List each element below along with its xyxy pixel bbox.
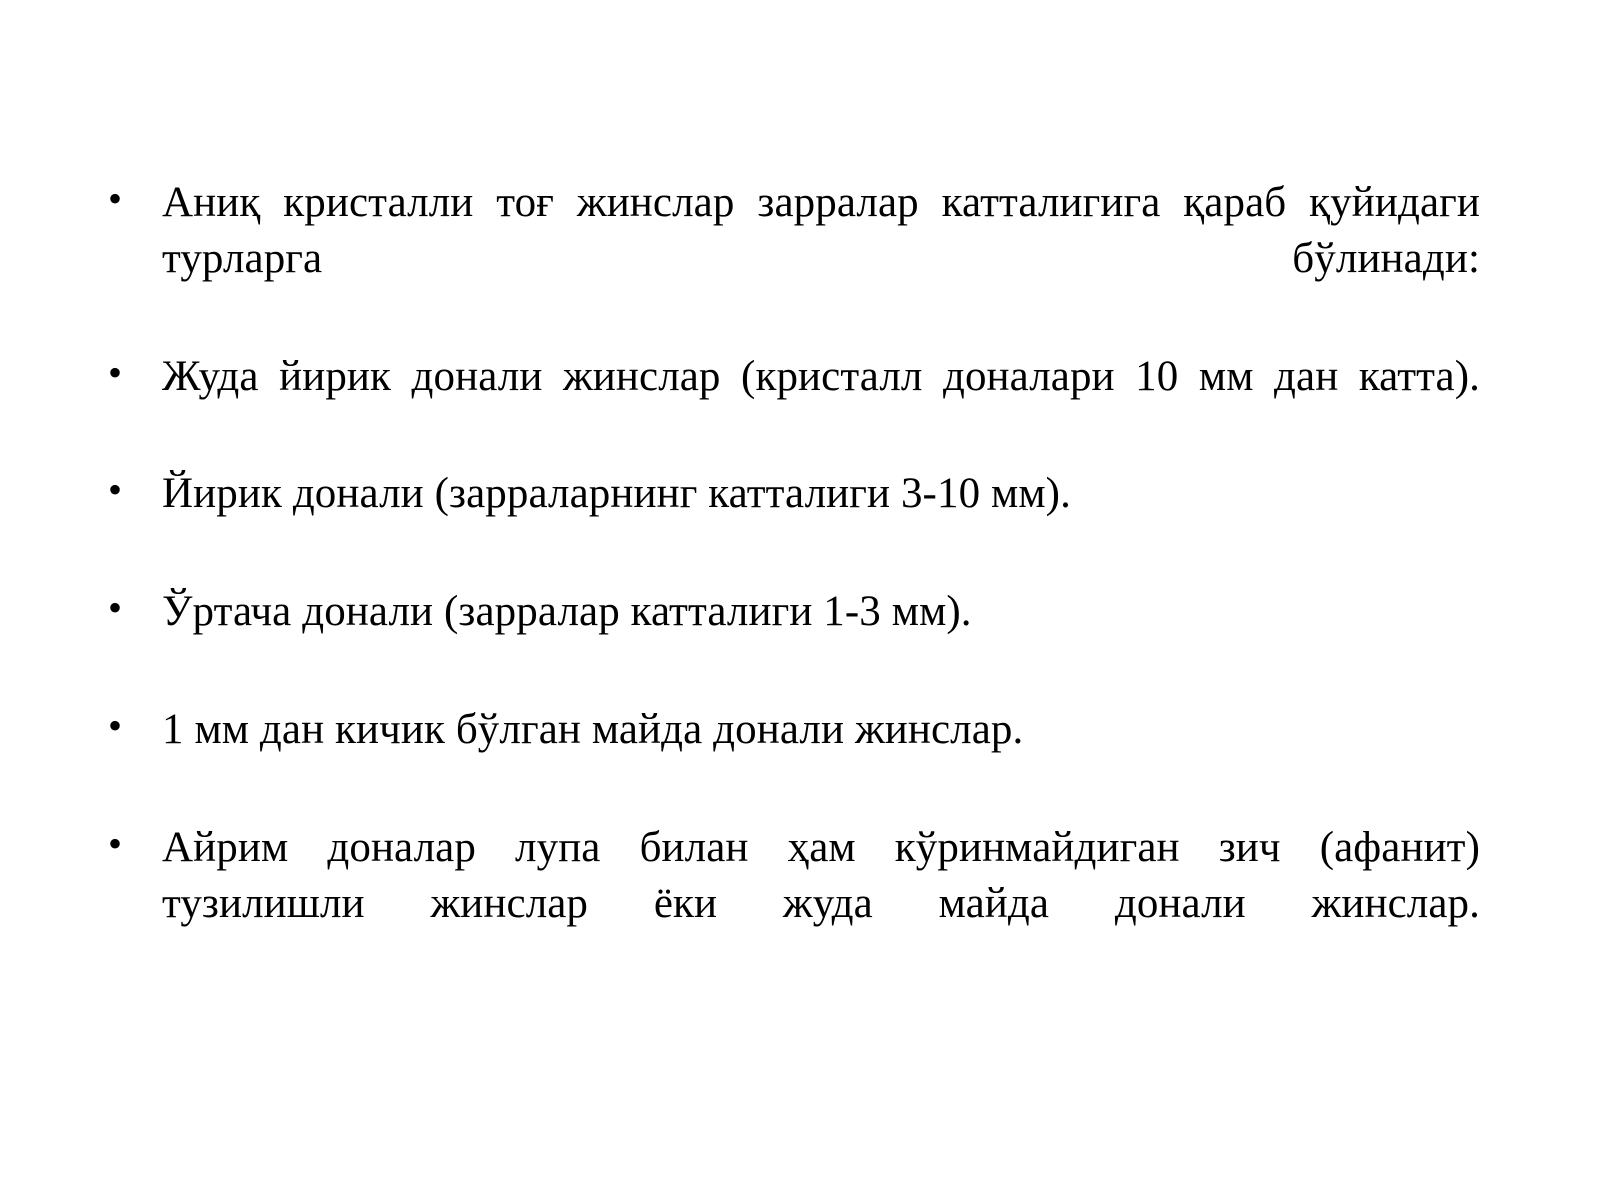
list-item	[100, 820, 1480, 988]
bullet-icon: •	[108, 585, 123, 631]
list-item-text: Йирик донали (зарраларнинг катталиги 3-10 мм).	[162, 470, 1071, 518]
bullet-icon: •	[108, 703, 123, 749]
list-item-text: Айрим доналар лупа билан ҳам кўринмайдиган зич (афанит) тузилишли жинслар ёки жуда майда донали жинслар.	[162, 823, 1480, 927]
list-item-text: Жуда йирик донали жинслар (кристалл доналари 10 мм дан катта).	[162, 352, 1480, 400]
bullet-icon: •	[108, 820, 123, 866]
list-item	[100, 702, 1480, 814]
list-item	[100, 466, 1480, 578]
list-item-text: 1 мм дан кичик бўлган майда донали жинслар.	[162, 706, 1024, 754]
list-item	[100, 349, 1480, 461]
bullet-list	[100, 175, 1480, 987]
list-item	[100, 584, 1480, 696]
bullet-icon: •	[108, 176, 123, 221]
list-item	[100, 175, 1480, 343]
bullet-icon: •	[108, 349, 123, 395]
list-item-text: Аниқ кристалли тоғ жинслар зарралар катталигига қараб қуйидаги турларга бўлинади:	[162, 179, 1480, 282]
list-item-text: Ўртача донали (зарралар катталиги 1-3 мм).	[162, 588, 972, 636]
bullet-icon: •	[108, 467, 123, 513]
